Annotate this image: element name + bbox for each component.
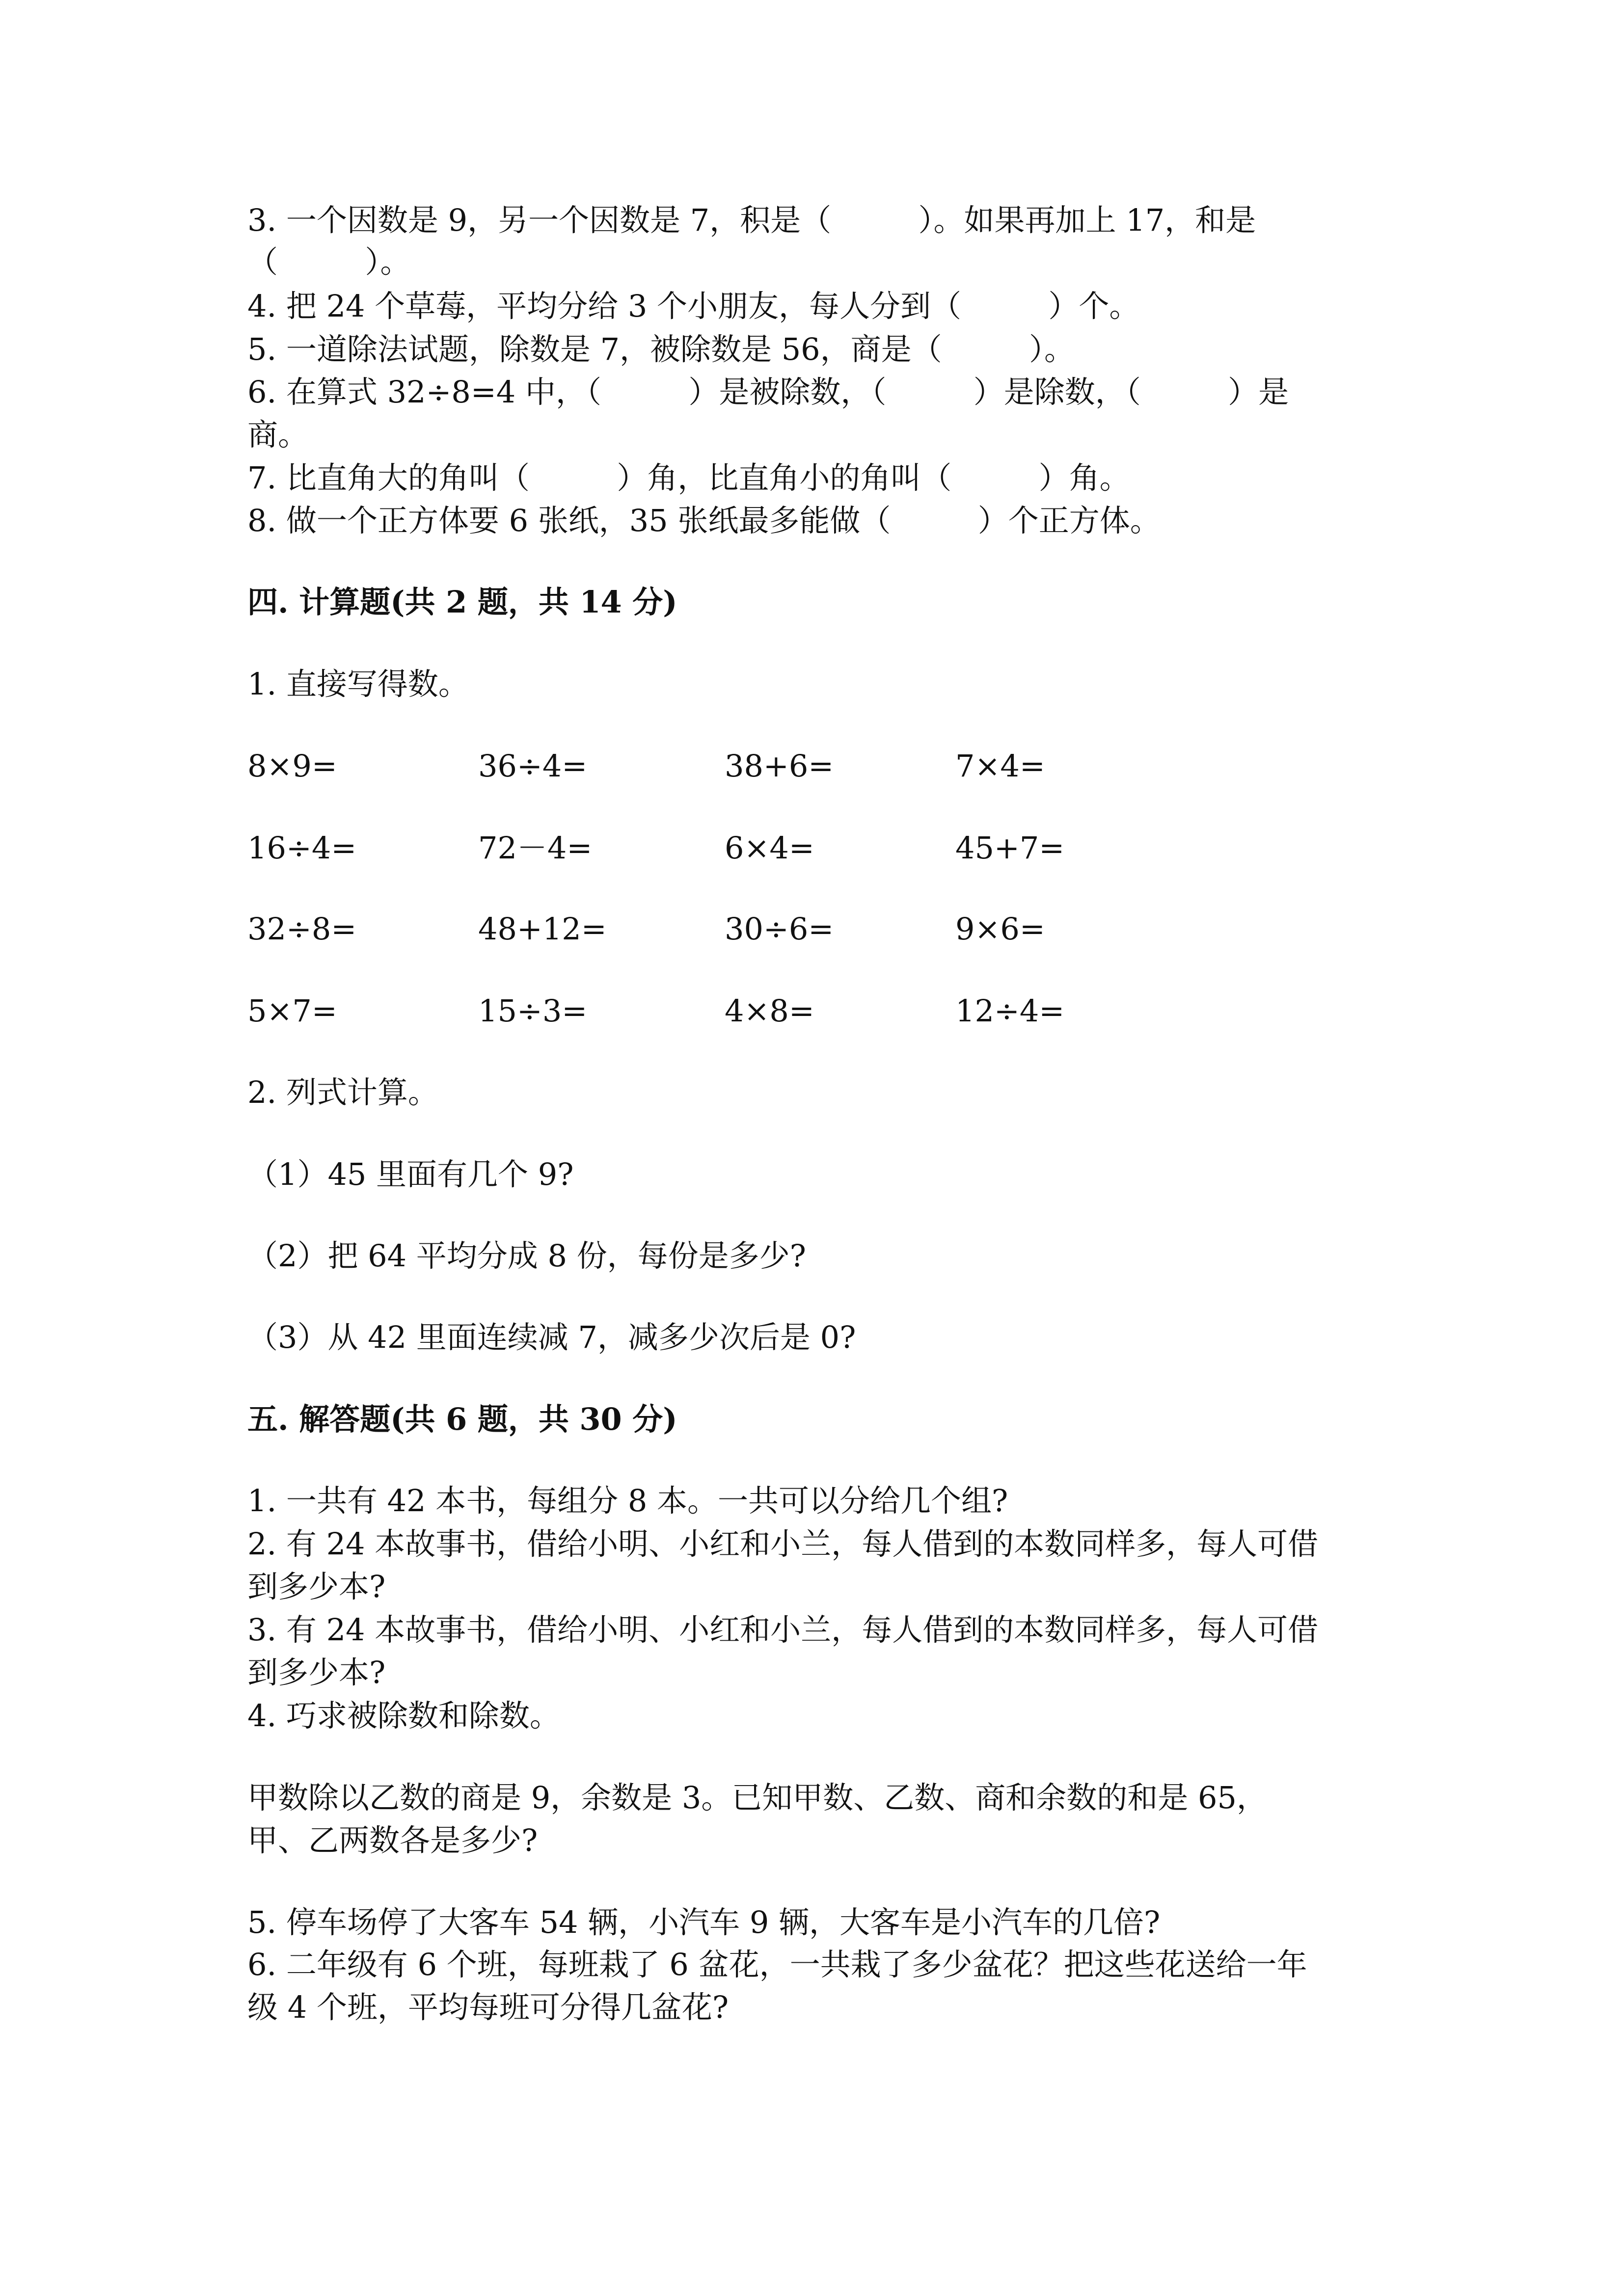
calc-item: 8×9= <box>247 748 337 784</box>
section4-q1-title: 1. 直接写得数。 <box>247 666 469 702</box>
section4-q2-item-1: （1）45 里面有几个 9? <box>247 1156 574 1192</box>
section4-title: 四. 计算题(共 2 题，共 14 分) <box>247 584 677 620</box>
fill-blank-q6-line2: 商。 <box>247 417 309 453</box>
section5-q2-line1: 2. 有 24 本故事书，借给小明、小红和小兰，每人借到的本数同样多，每人可借 <box>247 1526 1319 1562</box>
calc-item: 7×4= <box>955 748 1045 784</box>
calc-item: 5×7= <box>247 993 337 1029</box>
calc-item: 12÷4= <box>955 993 1065 1029</box>
section5-title: 五. 解答题(共 6 题，共 30 分) <box>247 1401 677 1437</box>
section5-q5: 5. 停车场停了大客车 54 辆，小汽车 9 辆，大客车是小汽车的几倍? <box>247 1904 1161 1940</box>
section4-q2-item-3: （3）从 42 里面连续减 7，减多少次后是 0? <box>247 1319 856 1355</box>
fill-blank-q4: 4. 把 24 个草莓，平均分给 3 个小朋友，每人分到（ ）个。 <box>247 288 1140 324</box>
calc-item: 15÷3= <box>478 993 588 1029</box>
section5-q3-line1: 3. 有 24 本故事书，借给小明、小红和小兰，每人借到的本数同样多，每人可借 <box>247 1612 1319 1648</box>
calc-item: 4×8= <box>725 993 814 1029</box>
calc-item: 36÷4= <box>478 748 588 784</box>
section5-q4-body-line2: 甲、乙两数各是多少? <box>247 1822 538 1858</box>
calc-item: 72－4= <box>478 830 593 866</box>
calc-item: 48+12= <box>478 911 607 947</box>
section4-q2-title: 2. 列式计算。 <box>247 1074 438 1110</box>
fill-blank-q3-line2: （ ）。 <box>247 244 411 280</box>
calc-item: 32÷8= <box>247 911 357 947</box>
section5-q6-line2: 级 4 个班，平均每班可分得几盆花? <box>247 1989 729 2025</box>
section5-q2-line2: 到多少本? <box>247 1569 386 1604</box>
calc-item: 45+7= <box>955 830 1065 866</box>
calc-item: 16÷4= <box>247 830 357 866</box>
calc-item: 38+6= <box>725 748 834 784</box>
calc-item: 9×6= <box>955 911 1045 947</box>
section4-q2-item-2: （2）把 64 平均分成 8 份，每份是多少? <box>247 1238 806 1274</box>
section5-q3-line2: 到多少本? <box>247 1655 386 1690</box>
calc-item: 6×4= <box>725 830 814 866</box>
fill-blank-q6-line1: 6. 在算式 32÷8=4 中，（ ）是被除数，（ ）是除数，（ ）是 <box>247 374 1289 410</box>
section5-q1: 1. 一共有 42 本书，每组分 8 本。一共可以分给几个组? <box>247 1483 1008 1519</box>
section5-q4: 4. 巧求被除数和除数。 <box>247 1698 560 1734</box>
fill-blank-q5: 5. 一道除法试题，除数是 7，被除数是 56，商是（ ）。 <box>247 331 1075 367</box>
section5-q4-body-line1: 甲数除以乙数的商是 9，余数是 3。已知甲数、乙数、商和余数的和是 65， <box>247 1780 1267 1815</box>
section5-q6-line1: 6. 二年级有 6 个班，每班栽了 6 盆花，一共栽了多少盆花？把这些花送给一年 <box>247 1947 1307 1982</box>
fill-blank-q8: 8. 做一个正方体要 6 张纸，35 张纸最多能做（ ）个正方体。 <box>247 503 1161 538</box>
fill-blank-q3-line1: 3. 一个因数是 9，另一个因数是 7，积是（ ）。如果再加上 17，和是 <box>247 202 1256 238</box>
calc-item: 30÷6= <box>725 911 834 947</box>
fill-blank-q7: 7. 比直角大的角叫（ ）角，比直角小的角叫（ ）角。 <box>247 460 1130 496</box>
